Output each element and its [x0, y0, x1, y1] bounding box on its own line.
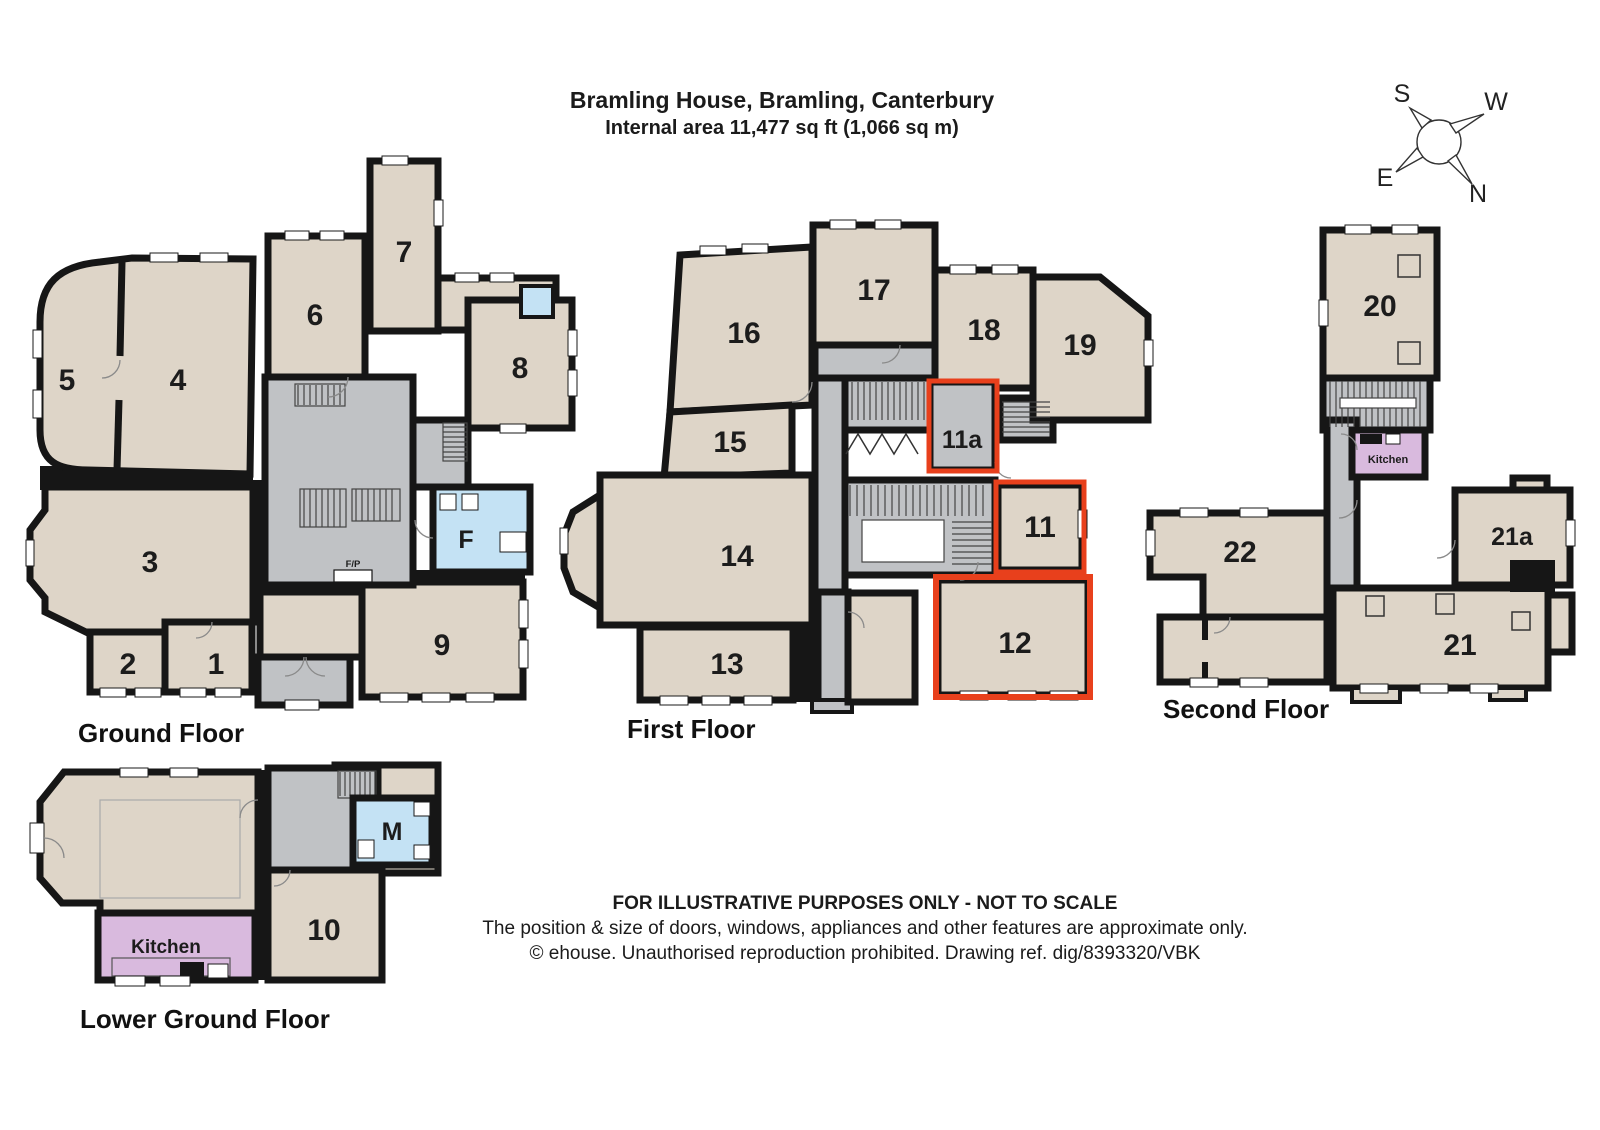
bathroom-f-label: F: [458, 526, 474, 554]
room-21-ext-area: [1548, 595, 1572, 652]
lower-big-room-area: [40, 772, 258, 913]
ground-side-hall: [413, 420, 468, 487]
first-floor-plan: [575, 215, 1130, 750]
room-5-label: 5: [58, 364, 76, 397]
first-small-room-area: [848, 593, 915, 702]
ground-main-hall: [265, 377, 413, 585]
first-rooms: [564, 225, 1148, 702]
compass-east-label: E: [1376, 164, 1394, 192]
room-15-label: 15: [713, 426, 747, 459]
room-17-label: 17: [857, 274, 891, 307]
second-small-room-area: [1160, 617, 1327, 682]
first-lower-corridor: [818, 592, 848, 702]
room-13-label: 13: [710, 648, 744, 681]
room-14-area: [600, 475, 812, 625]
second-kitchen-label: Kitchen: [1367, 454, 1409, 466]
disclaimer-line1: FOR ILLUSTRATIVE PURPOSES ONLY - NOT TO SCALE: [612, 893, 1118, 914]
room-10-label: 10: [307, 914, 341, 947]
plan-title: [380, 86, 1184, 142]
room-4-label: 4: [169, 364, 187, 397]
lower-ground-floor-plan: [25, 740, 455, 1040]
room-11a-label: 11a: [941, 426, 983, 454]
room-8-label: 8: [511, 352, 529, 385]
lower-ground-floor-caption: Lower Ground Floor: [80, 1004, 330, 1034]
fireplace-label: F/P: [345, 559, 361, 570]
fireplace-icon: [334, 570, 372, 582]
ground-floor-caption: Ground Floor: [78, 718, 245, 748]
compass-north-label: N: [1468, 180, 1488, 208]
ground-floor-plan: [15, 148, 580, 748]
room-22-label: 22: [1223, 536, 1257, 569]
room-14-bay: [564, 495, 600, 608]
ground-wc-area: [521, 286, 553, 317]
plan-title-line2: Internal area 11,477 sq ft (1,066 sq m): [605, 117, 959, 139]
compass-south-label: S: [1393, 80, 1411, 108]
room-9-label: 9: [433, 629, 451, 662]
plan-title-line1: Bramling House, Bramling, Canterbury: [569, 87, 995, 113]
first-floor-caption: First Floor: [627, 714, 756, 744]
bathroom-m-label: M: [381, 818, 403, 846]
room-20-label: 20: [1363, 290, 1397, 323]
disclaimer-line2: The position & size of doors, windows, appliances and other features are approximate only.: [482, 918, 1248, 939]
room-11-label: 11: [1024, 511, 1056, 544]
room-19-label: 19: [1063, 329, 1097, 362]
ground-porch: [258, 657, 350, 705]
lower-kitchen-label: Kitchen: [131, 937, 201, 958]
bathroom-f: [433, 487, 530, 572]
compass-west-label: W: [1484, 88, 1508, 116]
compass-rose-icon: [1352, 64, 1532, 224]
room-12-label: 12: [998, 627, 1032, 660]
room-16-label: 16: [727, 317, 761, 350]
second-floor-caption: Second Floor: [1163, 694, 1330, 724]
second-floor-plan: [1130, 222, 1585, 722]
room-14-label: 14: [720, 540, 754, 573]
room-1-label: 1: [207, 648, 225, 681]
room-7-label: 7: [395, 236, 413, 269]
room-3-label: 3: [141, 546, 159, 579]
center-room-area: [260, 592, 362, 657]
room-21-label: 21: [1443, 629, 1477, 662]
room-6-label: 6: [306, 299, 324, 332]
room-2-label: 2: [119, 648, 137, 681]
disclaimer-block: [455, 891, 1275, 966]
chimney-mass: [1510, 560, 1555, 592]
room-21a-label: 21a: [1491, 523, 1533, 551]
room-18-label: 18: [967, 314, 1001, 347]
first-left-corridor: [815, 378, 845, 592]
disclaimer-line3: © ehouse. Unauthorised reproduction prohibited. Drawing ref. dig/8393320/VBK: [529, 943, 1201, 964]
first-zigzag-mark: [846, 434, 918, 454]
compass-shape: [1396, 108, 1484, 184]
